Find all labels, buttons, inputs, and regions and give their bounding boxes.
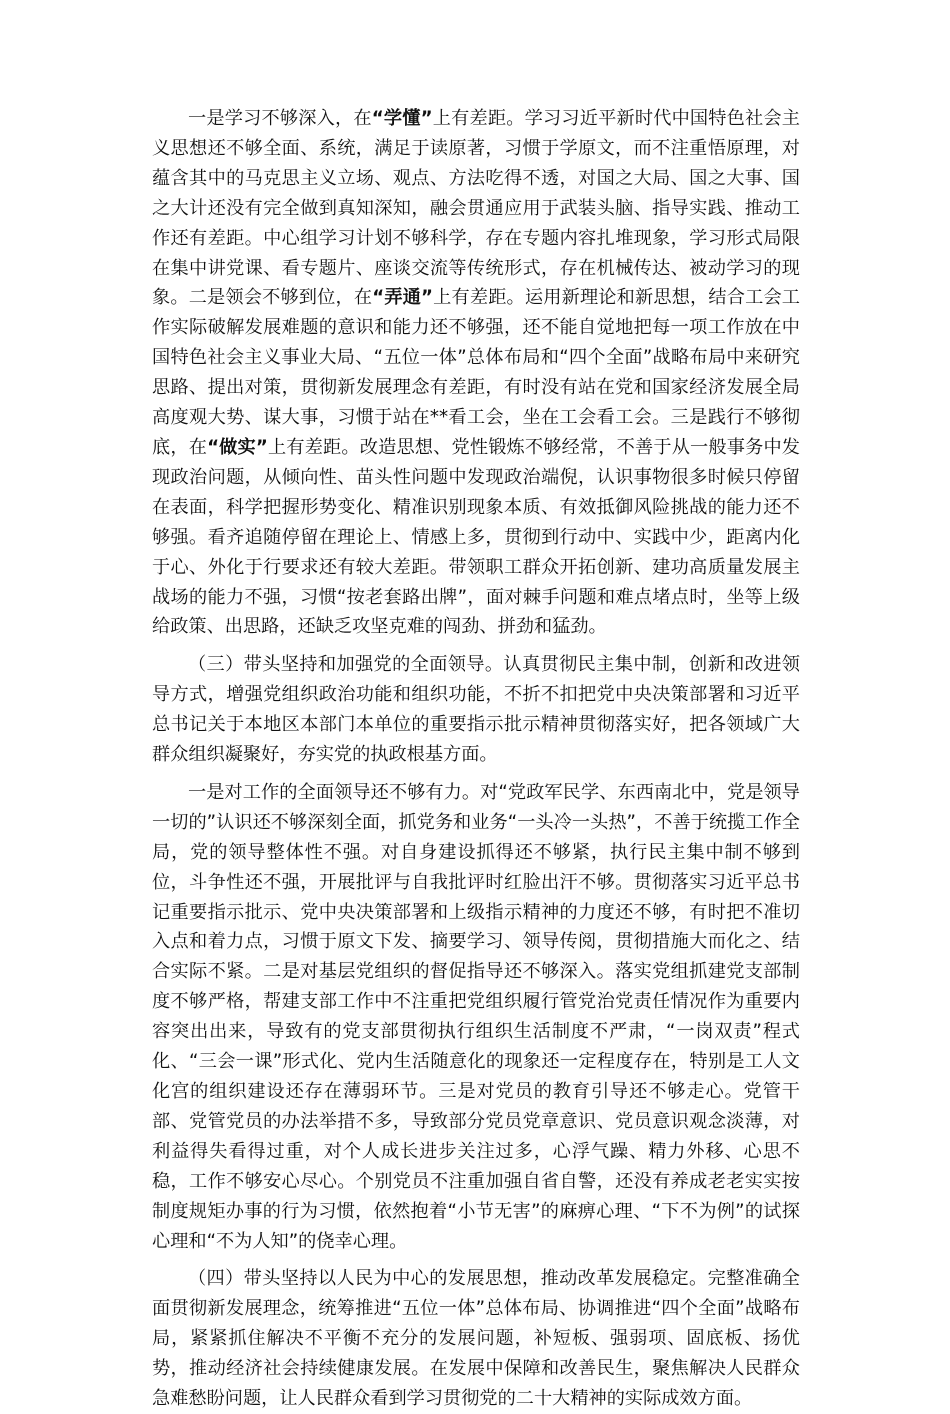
paragraph-text: 一是对工作的全面领导还不够有力。对“党政军民学、东西南北中，党是领导一切的”认识还不够深刻全面，抓党务和业务“一头冷一头热”，不善于统揽工作全局，党的领导整体性不强。对自身建设抓得还不够紧，执行民主集中制不够到位，斗争性还不强，开展批评与自我批评时红脸出汗不够。贯彻落实习近平总书记重要指示批示、党中央决策部署和上级指示精神的力度还不够，有时把不准切入点和着力点，习惯于原文下发、摘要学习、领导传阅，贯彻措施大而化之、结合实际不紧。二是对基层党组织的督促指导还不够深入。落实党组抓建党支部制度不够严格，帮建支部工作中不注重把党组织履行管党治党责任情况作为重要内容突出出来，导致有的党支部贯彻执行组织生活制度不严肃，“一岗双责”程式化、“三会一课”形式化、党内生活随意化的现象还一定程度存在，特别是工人文化宫的组织建设还存在薄弱环节。三是对党员的教育引导还不够走心。党管干部、党管党员的办法举措不多，导致部分党员党章意识、党员意识观念淡薄，对利益得失看得过重，对个人成长进步关注过多，心浮气躁、精力外移、心思不稳，工作不够安心尽心。个别党员不注重加强自省自警，还没有养成老老实实按制度规矩办事的行为习惯，依然抱着“小节无害”的麻痹心理、“下不为例”的试探心理和“不为人知”的侥幸心理。	[152, 781, 800, 1252]
paragraph-section-three	[152, 650, 800, 770]
paragraph-text: 上有差距。运用新理论和新思想，结合工会工作实际破解发展难题的意识和能力还不够强，还不能自觉地把每一项工作放在中国特色社会主义事业大局、“五位一体”总体布局和“四个全面”战略布局中来研究思路、提出对策，贯彻新发展理念有差距，有时没有站在党和国家经济发展全局高度观大势、谋大事，习惯于站在**看工会，坐在工会看工会。三是践行不够彻底，在	[152, 287, 800, 458]
paragraph-text: 上有差距。学习习近平新时代中国特色社会主义思想还不够全面、系统，满足于读原著，习惯于学原文，而不注重悟原理，对蕴含其中的马克思主义立场、观点、方法吃得不透，对国之大局、国之大事、国之大计还没有完全做到真知深知，融会贯通应用于武装头脑、指导实践、推动工作还有差距。中心组学习计划不够科学，存在专题内容扎堆现象，学习形式局限在集中讲党课、看专题片、座谈交流等传统形式，存在机械传达、被动学习的现象。二是领会不够到位，在	[152, 108, 800, 309]
emphasis-zuoshi: “做实”	[207, 436, 268, 458]
paragraph-text: （三）带头坚持和加强党的全面领导。认真贯彻民主集中制，创新和改进领导方式，增强党组织政治功能和组织功能，不折不扣把党中央决策部署和习近平总书记关于本地区本部门本单位的重要指示批示精神贯彻落实好，把各领域广大群众组织凝聚好，夯实党的执政根基方面。	[152, 654, 800, 766]
paragraph-study-gaps	[152, 104, 800, 642]
paragraph-section-four	[152, 1264, 800, 1414]
paragraph-leadership-gaps	[152, 778, 800, 1257]
paragraph-text: （四）带头坚持以人民为中心的发展思想，推动改革发展稳定。完整准确全面贯彻新发展理念，统筹推进“五位一体”总体布局、协调推进“四个全面”战略布局，紧紧抓住解决不平衡不充分的发展问题，补短板、强弱项、固底板、扬优势，推动经济社会持续健康发展。在发展中保障和改善民生，聚焦解决人民群众急难愁盼问题，让人民群众看到学习贯彻党的二十大精神的实际成效方面。	[152, 1268, 800, 1410]
emphasis-nongtong: “弄通”	[372, 287, 433, 309]
paragraph-text: 上有差距。改造思想、党性锻炼不够经常，不善于从一般事务中发现政治问题，从倾向性、苗头性问题中发现政治端倪，认识事物很多时候只停留在表面，科学把握形势变化、精准识别现象本质、有效抵御风险挑战的能力还不够强。看齐追随停留在理论上、情感上多，贯彻到行动中、实践中少，距离内化于心、外化于行要求还有较大差距。带领职工群众开拓创新、建功高质量发展主战场的能力不强，习惯“按老套路出牌”，面对棘手问题和难点堵点时，坐等上级给政策、出思路，还缺乏攻坚克难的闯劲、拼劲和猛劲。	[152, 436, 800, 638]
emphasis-xuedong: “学懂”	[371, 108, 433, 129]
paragraph-text: 一是学习不够深入，在	[188, 108, 372, 129]
document-page	[152, 104, 800, 1414]
